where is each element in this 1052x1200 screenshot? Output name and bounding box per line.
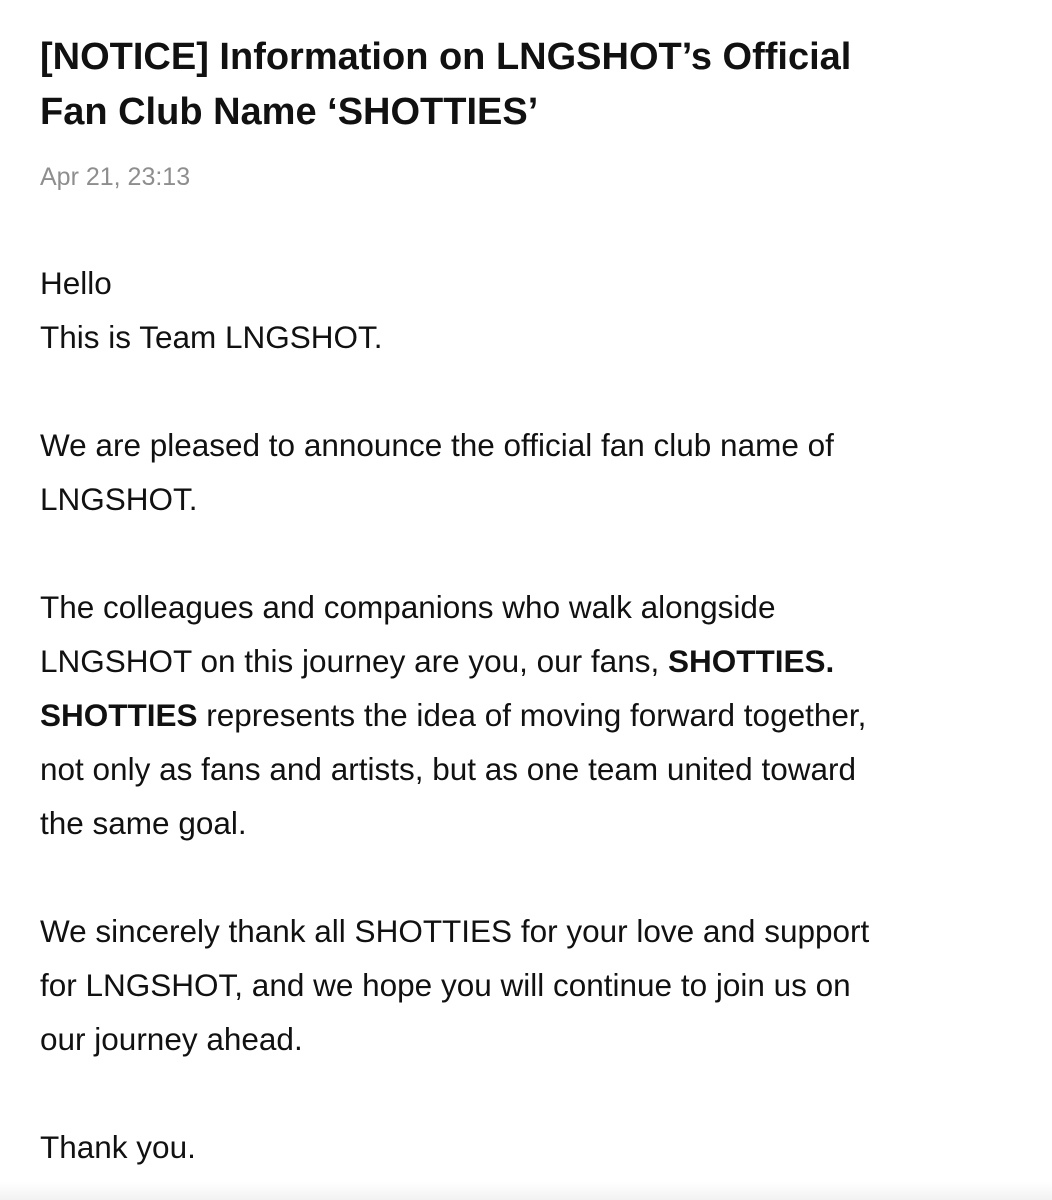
meaning-paragraph bbox=[40, 580, 1015, 850]
post-body bbox=[40, 256, 1015, 1174]
bottom-edge-shade bbox=[0, 1182, 1052, 1200]
meaning-line: The colleagues and companions who walk alongside bbox=[40, 589, 776, 625]
meaning-line bbox=[40, 688, 1015, 742]
post-title-line-1: [NOTICE] Information on LNGSHOT’s Official bbox=[40, 36, 852, 78]
meaning-text: LNGSHOT on this journey are you, our fans, bbox=[40, 643, 668, 679]
closing-paragraph bbox=[40, 1120, 1015, 1174]
thanks-line: for LNGSHOT, and we hope you will continue to join us on bbox=[40, 967, 851, 1003]
meaning-line bbox=[40, 634, 1015, 688]
notice-post bbox=[40, 30, 1015, 1174]
meaning-line: not only as fans and artists, but as one team united toward bbox=[40, 751, 856, 787]
greeting-line: This is Team LNGSHOT. bbox=[40, 319, 383, 355]
greeting-paragraph bbox=[40, 256, 1015, 364]
closing-line: Thank you. bbox=[40, 1129, 196, 1165]
announcement-line: LNGSHOT. bbox=[40, 481, 198, 517]
announcement-line: We are pleased to announce the official fan club name of bbox=[40, 427, 834, 463]
post-date: Apr 21, 23:13 bbox=[40, 163, 191, 191]
meaning-line: the same goal. bbox=[40, 805, 247, 841]
fan-club-name-bold: SHOTTIES. bbox=[667, 643, 835, 679]
greeting-line: Hello bbox=[40, 265, 112, 301]
fan-club-name-bold: SHOTTIES bbox=[40, 697, 198, 733]
post-title-line-2: Fan Club Name ‘SHOTTIES’ bbox=[40, 91, 539, 133]
meaning-text: represents the idea of moving forward together, bbox=[197, 697, 867, 733]
thanks-line: We sincerely thank all SHOTTIES for your love and support bbox=[40, 913, 870, 949]
thanks-paragraph bbox=[40, 904, 1015, 1066]
post-title bbox=[40, 30, 1015, 140]
thanks-line: our journey ahead. bbox=[40, 1021, 303, 1057]
announcement-paragraph bbox=[40, 418, 1015, 526]
